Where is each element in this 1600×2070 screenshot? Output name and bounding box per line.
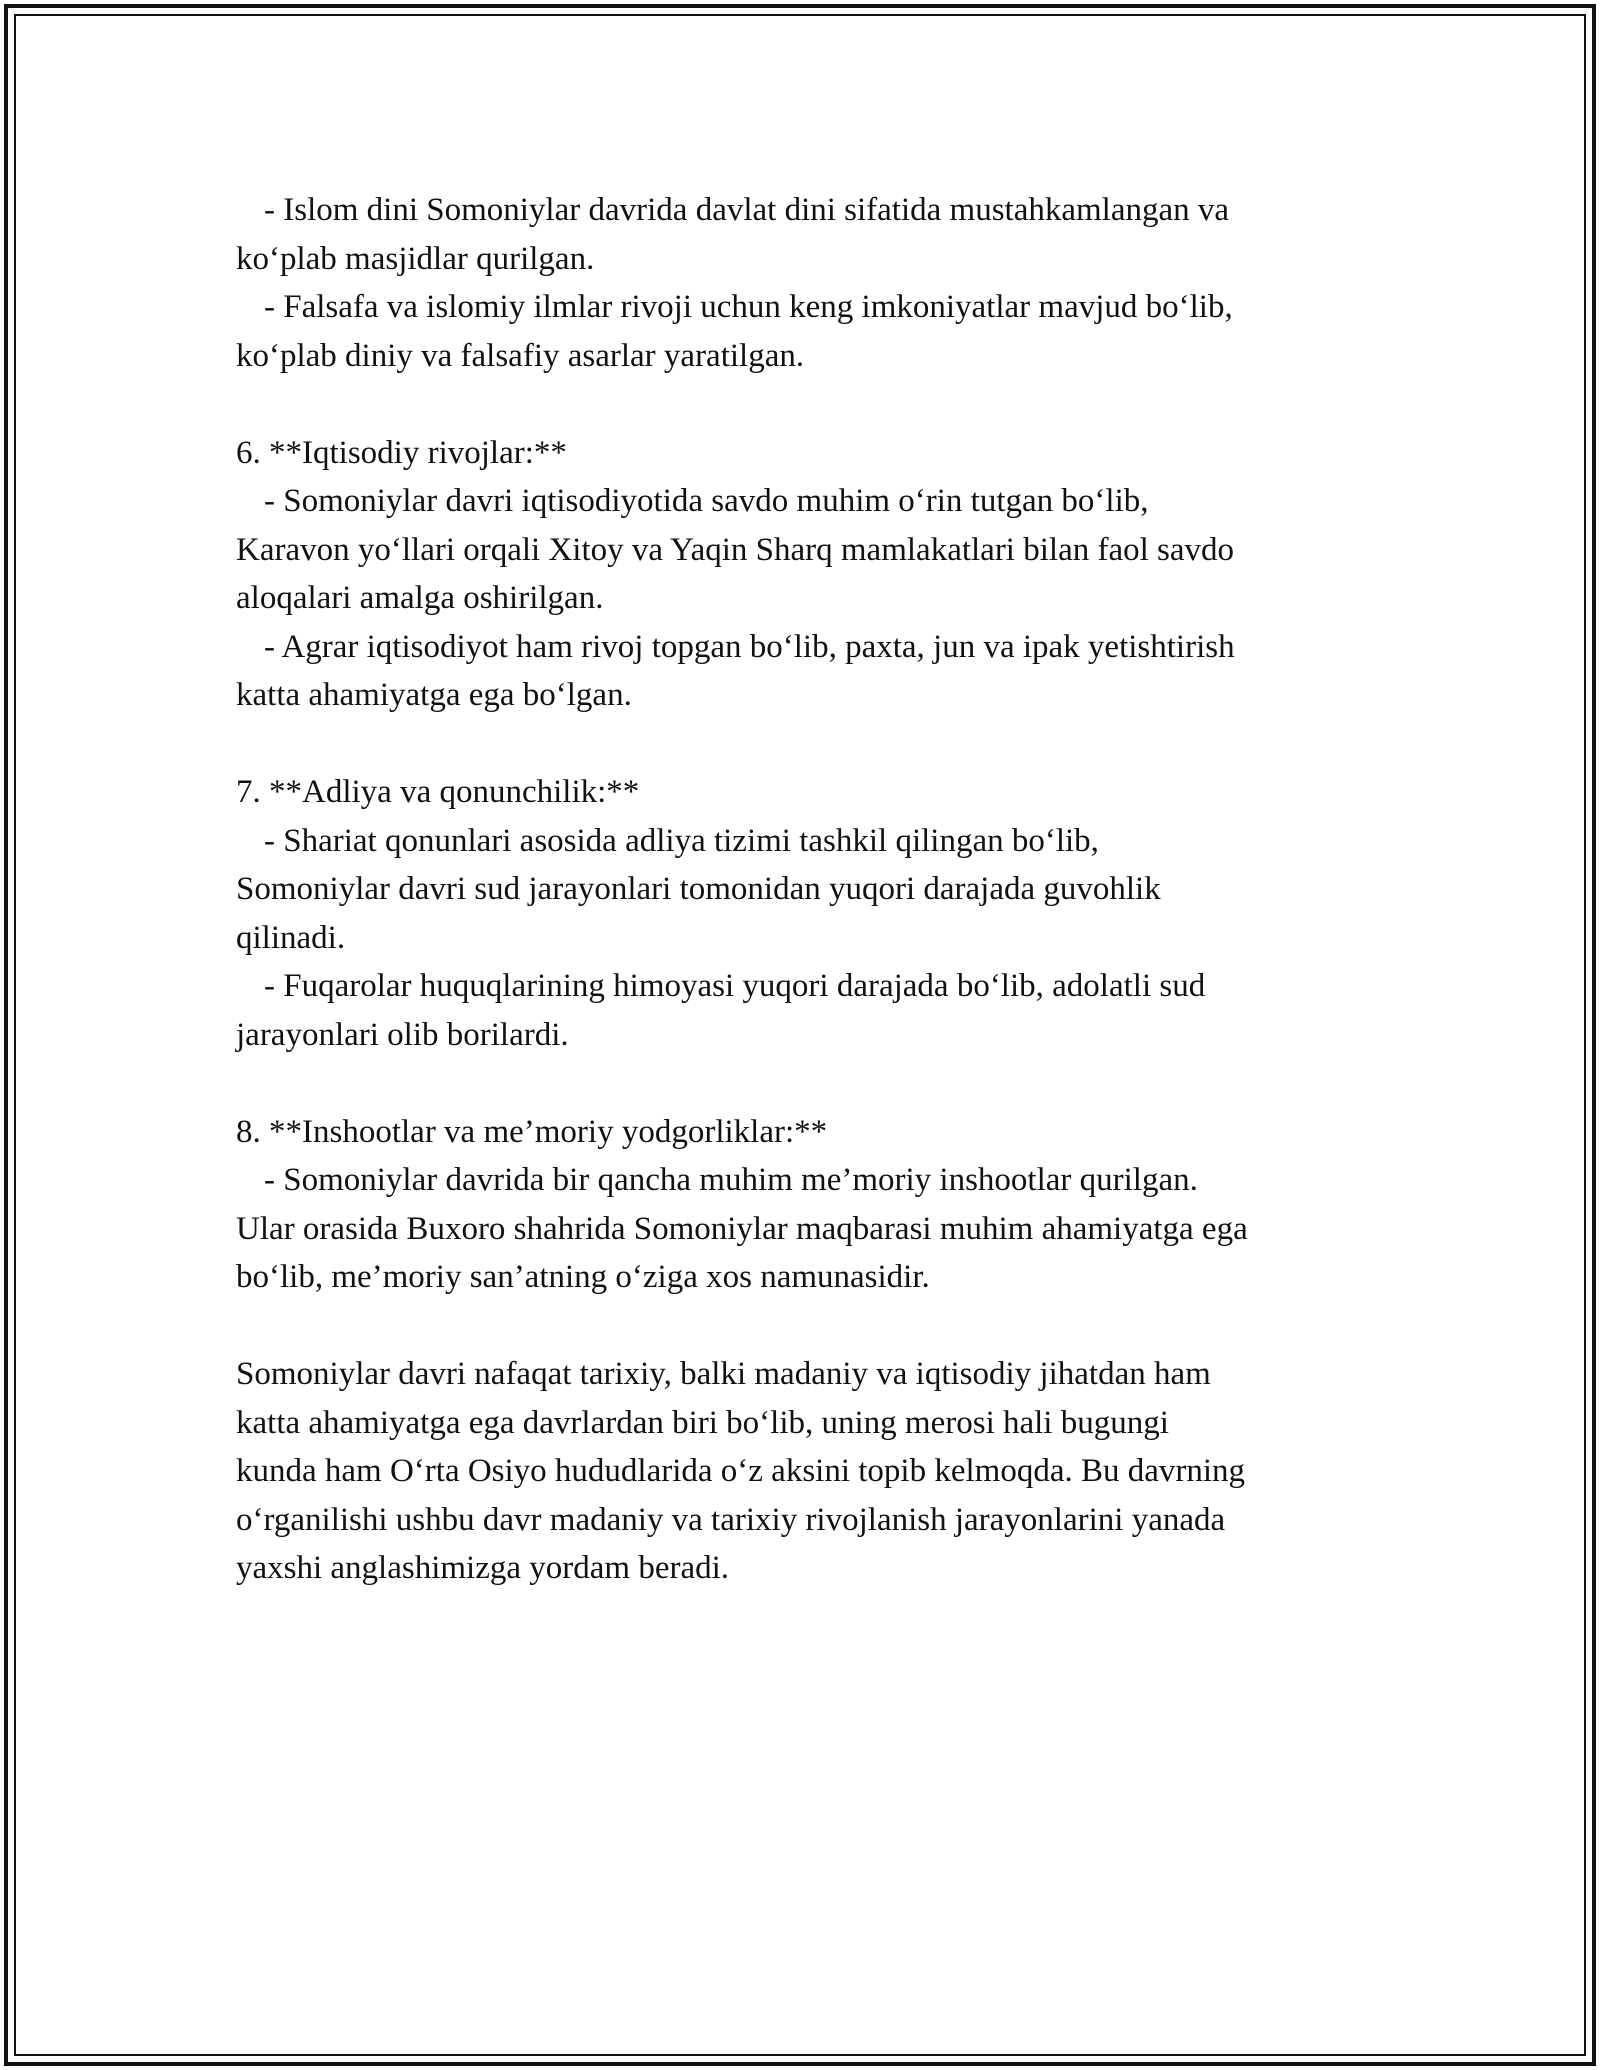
text-line: katta ahamiyatga ega bo‘lgan.	[236, 677, 632, 713]
heading-text: 7. **Adliya va qonunchilik:**	[236, 774, 640, 810]
text-line: - Fuqarolar huquqlarining himoyasi yuqori darajada bo‘lib, adolatli sud	[264, 968, 1206, 1004]
paragraph-gap	[236, 380, 1396, 429]
heading-text: 8. **Inshootlar va me’moriy yodgorliklar:**	[236, 1113, 828, 1150]
text-line: kunda ham O‘rta Osiyo hududlarida o‘z aksini topib kelmoqda. Bu davrning	[236, 1453, 1246, 1489]
text-line: bo‘lib, me’moriy san’atning o‘ziga xos namunasidir.	[236, 1259, 930, 1295]
bullet-agrarian-economy	[236, 623, 1396, 720]
text-line: katta ahamiyatga ega davrlardan biri bo‘lib, uning merosi hali bugungi	[236, 1404, 1169, 1441]
section-heading-economy	[236, 429, 1396, 478]
text-line: - Somoniylar davri iqtisodiyotida savdo muhim o‘rin tutgan bo‘lib,	[264, 483, 1149, 519]
conclusion-paragraph	[236, 1350, 1396, 1593]
text-line: jarayonlari olib borilardi.	[236, 1016, 569, 1053]
text-line: ko‘plab masjidlar qurilgan.	[236, 240, 595, 277]
text-line: Karavon yo‘llari orqali Xitoy va Yaqin Sharq mamlakatlari bilan faol savdo	[236, 531, 1235, 568]
section-heading-justice	[236, 768, 1396, 817]
text-line: - Falsafa va islomiy ilmlar rivoji uchun keng imkoniyatlar mavjud bo‘lib,	[264, 289, 1233, 325]
text-line: Somoniylar davri sud jarayonlari tomonidan yuqori darajada guvohlik	[236, 871, 1161, 907]
section-heading-architecture	[236, 1108, 1396, 1157]
bullet-architectural-monuments	[236, 1156, 1396, 1302]
text-line: - Agrar iqtisodiyot ham rivoj topgan bo‘lib, paxta, jun va ipak yetishtirish	[264, 628, 1235, 665]
bullet-islam-state-religion	[236, 186, 1396, 283]
text-line: qilinadi.	[236, 919, 346, 956]
paragraph-gap	[236, 720, 1396, 769]
text-line: Ular orasida Buxoro shahrida Somoniylar maqbarasi muhim ahamiyatga ega	[236, 1210, 1248, 1247]
bullet-sharia-justice	[236, 817, 1396, 963]
text-line: - Islom dini Somoniylar davrida davlat dini sifatida mustahkamlangan va	[264, 192, 1230, 228]
text-line: o‘rganilishi ushbu davr madaniy va tarixiy rivojlanish jarayonlarini yanada	[236, 1501, 1226, 1538]
bullet-citizen-rights	[236, 962, 1396, 1059]
heading-text: 6. **Iqtisodiy rivojlar:**	[236, 434, 567, 471]
text-line: yaxshi anglashimizga yordam beradi.	[236, 1550, 730, 1586]
bullet-philosophy-sciences	[236, 283, 1396, 380]
text-line: aloqalari amalga oshirilgan.	[236, 580, 604, 616]
paragraph-gap	[236, 1302, 1396, 1351]
bullet-trade	[236, 477, 1396, 623]
text-line: - Shariat qonunlari asosida adliya tizimi tashkil qilingan bo‘lib,	[264, 822, 1099, 859]
text-line: Somoniylar davri nafaqat tarixiy, balki madaniy va iqtisodiy jihatdan ham	[236, 1356, 1211, 1392]
paragraph-gap	[236, 1059, 1396, 1108]
text-line: ko‘plab diniy va falsafiy asarlar yaratilgan.	[236, 337, 805, 374]
document-body	[236, 186, 1396, 1593]
text-line: - Somoniylar davrida bir qancha muhim me’moriy inshootlar qurilgan.	[264, 1162, 1198, 1198]
